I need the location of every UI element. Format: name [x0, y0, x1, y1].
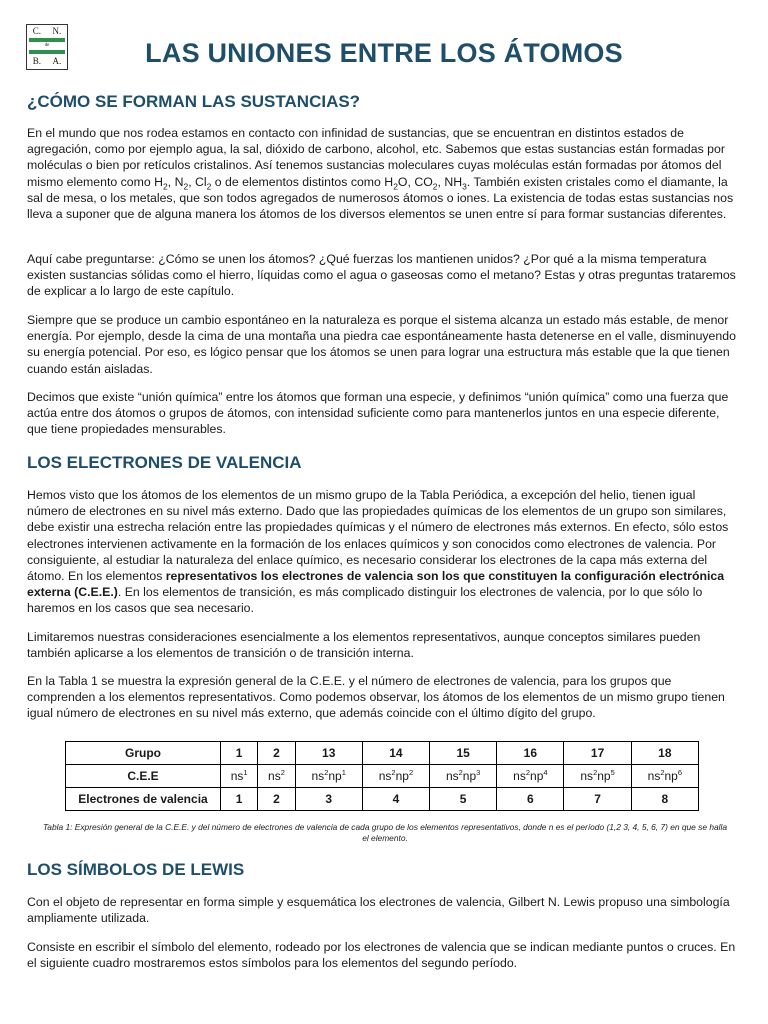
- group-cell: 2: [258, 742, 295, 765]
- cee-p-exp: 4: [543, 768, 548, 777]
- logo-letter: A.: [52, 56, 62, 66]
- cee-cell: [258, 765, 295, 788]
- valence-cell: 8: [631, 788, 698, 811]
- paragraph-lewis-2: Consiste en escribir el símbolo del elemento, rodeado por los electrones de valencia que se indican mediante puntos o cruces. En el siguiente cuadro mostraremos estos símbolos para los elementos del segundo período.: [27, 940, 736, 971]
- table-row: [66, 765, 699, 788]
- valence-cell: 1: [221, 788, 258, 811]
- table-caption: Tabla 1: Expresión general de la C.E.E. y del número de electrones de valencia de cada grupo de los elementos representativos, donde n es el período (1,2 3, 4, 5, 6, 7) en que se halla el elemento.: [42, 822, 728, 843]
- group-cell: 14: [362, 742, 429, 765]
- logo-letter: N.: [52, 26, 62, 36]
- cee-p: np: [328, 769, 342, 783]
- subscript: 2: [163, 181, 168, 192]
- cee-p: np: [395, 769, 409, 783]
- cee-s-exp: 2: [324, 768, 329, 777]
- text-run: Hemos visto que los átomos de los elementos de un mismo grupo de la Tabla Periódica, a excepción del helio, tienen igual número de electrones en su nivel más externo. Dado que las propiedades químicas de los elementos de un grupo son similares, debe existir una estrecha relación entre las propiedades químicas y el número de electrones más externos. En efecto, sólo estos electrones intervienen activamente en la formación de los enlaces químicos y son conocidos como electrones de valencia. Por consiguiente, al estudiar la naturaleza del enlace químico, es necesario considerar los electrones de la capa más externa del átomo. En los elementos: [27, 488, 729, 584]
- section-heading-sustancias: ¿CÓMO SE FORMAN LAS SUSTANCIAS?: [27, 92, 361, 111]
- table-row: [66, 742, 699, 765]
- cee-cell: [295, 765, 362, 788]
- cee-p: np: [664, 769, 678, 783]
- subscript: 3: [462, 181, 467, 192]
- valence-cell: 3: [295, 788, 362, 811]
- paragraph-lewis-1: Con el objeto de representar en forma simple y esquemática los electrones de valencia, Gilbert N. Lewis propuso una simbología ampliamente utilizada.: [27, 895, 730, 926]
- logo-letter: de: [44, 43, 50, 48]
- logo-letter: C.: [32, 26, 41, 36]
- text-run: , Cl: [188, 174, 207, 189]
- section-heading-valencia: LOS ELECTRONES DE VALENCIA: [27, 453, 302, 472]
- paragraph-sustancias-3: Siempre que se produce un cambio espontáneo en la naturaleza es porque el sistema alcanza un estado más estable, de menor energía. Por ejemplo, desde la cima de una montaña una piedra cae espontáneamente hasta detenerse en el valle, disminuyendo su energía potencial. Por eso, es lógico pensar que los átomos se unen para lograr una estructura más estable que la que tienen cuando están aisladas.: [27, 313, 736, 376]
- cee-p-exp: 3: [476, 768, 481, 777]
- cee-p-exp: 6: [677, 768, 683, 777]
- row-label: Electrones de valencia: [66, 788, 221, 811]
- subscript: 2: [206, 181, 212, 192]
- paragraph-valencia-1: [27, 487, 739, 617]
- logo-letter: B.: [32, 56, 41, 66]
- row-label: C.E.E: [66, 765, 221, 788]
- text-run: En el mundo que nos rodea estamos en contacto con infinidad de sustancias, que se encuentran en distintos estados de agregación, como por ejemplo agua, la sal, dióxido de carbono, alcohol, etc. Sabemos que estas sustancias están formadas por moléculas o bien por retículos cristalinos. Así tenemos sustancias moleculares cuyas moléculas están formadas por átomos del mismo elemento como H: [27, 126, 725, 189]
- paragraph-sustancias-2: Aquí cabe preguntarse: ¿Cómo se unen los átomos? ¿Qué fuerzas los mantienen unidos? ¿Por qué a la misma temperatura existen sustancias sólidas como el hierro, líquidas como el agua o gaseosas como el metano? Estas y otras preguntas trataremos de explicar a lo largo de este capítulo.: [27, 252, 736, 299]
- cee-s: ns: [311, 769, 325, 783]
- valence-cell: 6: [497, 788, 564, 811]
- cee-s: ns: [513, 769, 526, 783]
- text-run: . En los elementos de transición, es más complicado distinguir los electrones de valencia, por lo que sólo lo haremos en los casos que sea necesario.: [27, 585, 703, 616]
- subscript: 2: [432, 181, 438, 192]
- cee-p-exp: 1: [341, 768, 346, 777]
- cee-s-exp: 2: [280, 768, 285, 777]
- valence-table: [65, 741, 699, 811]
- paragraph-valencia-2: Limitaremos nuestras consideraciones esencialmente a los elementos representativos, aunque conceptos similares pueden también aplicarse a los elementos de transición o de transición interna.: [27, 630, 701, 661]
- cee-cell: [430, 765, 497, 788]
- cee-s-exp: 2: [593, 768, 598, 777]
- cee-p: np: [462, 769, 477, 783]
- text-run: , N: [167, 174, 184, 189]
- cee-cell: [221, 765, 258, 788]
- cee-cell: [631, 765, 698, 788]
- cee-p-exp: 5: [610, 768, 615, 777]
- valence-cell: 2: [258, 788, 295, 811]
- cee-p: np: [530, 769, 544, 783]
- cee-s-exp: 1: [243, 768, 248, 777]
- group-cell: 18: [631, 742, 698, 765]
- paragraph-valencia-3: En la Tabla 1 se muestra la expresión general de la C.E.E. y el número de electrones de valencia, para los grupos que comprenden a los elementos representativos. Como podemos observar, los átomos de los elementos de un mismo grupo tienen igual número de electrones en su nivel más externo, que además coincide con el último dígito del grupo.: [27, 674, 725, 721]
- valence-cell: 4: [362, 788, 429, 811]
- cee-s-exp: 2: [391, 768, 396, 777]
- text-run: . También existen cristales como el diamante, la sal de mesa, o los metales, que son todos agregados de numerosos átomos o iones. La existencia de todas estas sustancias nos lleva a suponer que de alguna manera los átomos de los diversos elementos se unen entre sí para formar sustancias diferentes.: [27, 174, 734, 222]
- cee-s: ns: [445, 769, 459, 783]
- cee-cell: [362, 765, 429, 788]
- cee-s-exp: 2: [525, 768, 531, 777]
- cee-cell: [564, 765, 631, 788]
- text-run: , NH: [437, 174, 463, 189]
- text-run: O, CO: [397, 174, 433, 189]
- group-cell: 1: [221, 742, 258, 765]
- subscript: 2: [183, 181, 189, 192]
- cee-p: np: [597, 769, 611, 783]
- cee-s: ns: [647, 769, 661, 783]
- group-cell: 13: [295, 742, 362, 765]
- group-cell: 15: [430, 742, 497, 765]
- cee-p-exp: 2: [408, 768, 414, 777]
- table-row: [66, 788, 699, 811]
- valence-cell: 7: [564, 788, 631, 811]
- cee-s: ns: [268, 769, 281, 783]
- group-cell: 16: [497, 742, 564, 765]
- section-heading-lewis: LOS SÍMBOLOS DE LEWIS: [27, 860, 245, 879]
- cee-s-exp: 2: [458, 768, 463, 777]
- row-label: Grupo: [66, 742, 221, 765]
- page-title: LAS UNIONES ENTRE LOS ÁTOMOS: [145, 38, 623, 68]
- cee-s: ns: [378, 769, 392, 783]
- bold-text: representativos los electrones de valencia son los que constituyen la configuración electrónica externa (C.E.E.): [27, 569, 725, 600]
- subscript: 2: [393, 181, 398, 192]
- paragraph-sustancias-1: [27, 125, 739, 222]
- paragraph-sustancias-4: Decimos que existe “unión química” entre los átomos que forman una especie, y definimos “unión química” como una fuerza que actúa entre dos átomos o grupos de átomos, con intensidad suficiente como para mantenerlos juntos en una especie diferente, que tiene propiedades mensurables.: [27, 390, 729, 437]
- cee-s: ns: [580, 769, 594, 783]
- cee-s-exp: 2: [660, 768, 665, 777]
- group-cell: 17: [564, 742, 631, 765]
- cee-cell: [497, 765, 564, 788]
- text-run: o de elementos distintos como H: [211, 174, 394, 189]
- cee-s: ns: [230, 769, 244, 783]
- valence-cell: 5: [430, 788, 497, 811]
